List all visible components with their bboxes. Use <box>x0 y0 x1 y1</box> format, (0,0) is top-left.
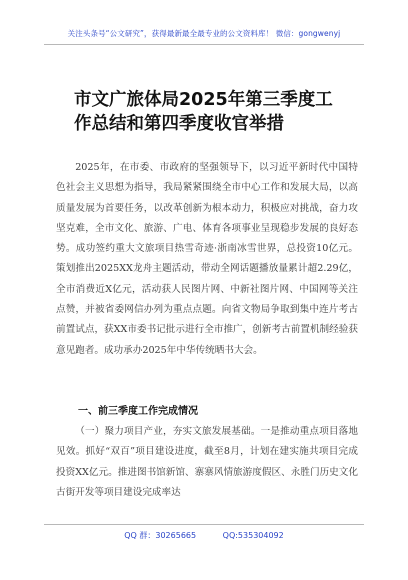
section1-paragraph: （一）聚力项目产业，夯实文旅发展基础。一是推动重点项目落地见效。抓好“双百”项目建设进度，截至8月，计划在建实施共项目完成投资XX亿元。推进图书馆新馆、寨寨风情旅游度假区、永胜门历史文化古街开发等项目建设完成率达 <box>56 426 358 498</box>
intro-paragraph: 2025年，在市委、市政府的坚强领导下，以习近平新时代中国特色社会主义思想为指导，我局紧紧围绕全市中心工作和发展大局，以高质量发展为首要任务，以改革创新为根本动力，积极应对挑战，奋力攻坚克难，全市文化、旅游、广电、体育各项事业呈现稳步发展的良好态势。成功签约重大文旅项目热雪奇迹·浙南冰雪世界，总投资10亿元。策划推出2025XX龙舟主题活动，带动全网话题播放量累计超2.29亿，全市消费近X亿元，活动获人民图片网、中新社图片网、中国网等关注点赞，并被省委网信办列为重点点题。向省文物局争取到集中连片考古前置试点，获XX市委书记批示进行全市推广，创新考古前置机制经验获意见跑者。成功承办2025年中华传统晒书大会。 <box>56 162 358 356</box>
footer-qq-contact: QQ:535304092 <box>222 531 284 540</box>
header-banner: 关注头条号“公文研究”，获得最新最全最专业的公文资料库！ 微信：gongwenyj <box>67 29 341 38</box>
section-heading: 一、前三季度工作完成情况 <box>78 406 198 417</box>
footer-divider <box>44 524 364 525</box>
section1-paragraph-container <box>56 422 358 503</box>
footer-qq-group: QQ 群：30265665 <box>124 531 197 540</box>
document-title: 市文广旅体局2025年第三季度工作总结和第四季度收官举措 <box>74 90 333 134</box>
header-divider <box>44 44 364 45</box>
intro-paragraph-container <box>56 158 358 361</box>
footer <box>0 530 408 541</box>
